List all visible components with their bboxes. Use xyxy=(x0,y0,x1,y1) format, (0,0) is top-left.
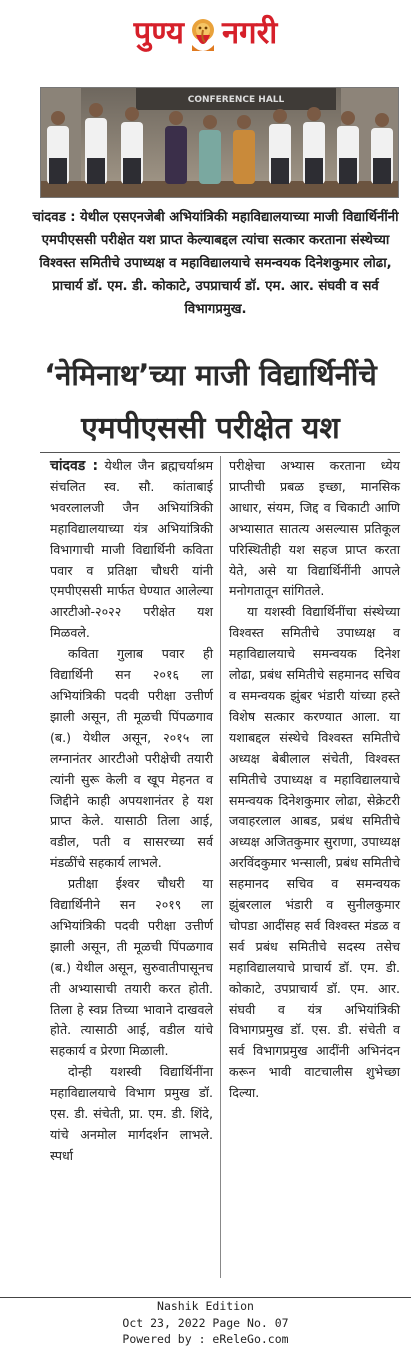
headline-rule xyxy=(40,452,400,453)
footer-edition: Nashik Edition xyxy=(157,1299,254,1313)
headline xyxy=(18,348,403,456)
paragraph-1-text: येथील जैन ब्रह्मचर्याश्रम संचलित स्व. सौ. कांताबाई भवरलालजी जैन अभियांत्रिकी महाविद्यालयाच्या यंत्र अभियांत्रिकी विभागाची माजी विद्यार्थिनी कविता पवार व प्रतिक्षा चौधरी यांनी एमपीएससी मार्फत घेण्यात आलेल्या आरटीओ-२०२२ परीक्षेत यश मिळवले. xyxy=(50,458,213,641)
paragraph-5: परीक्षेचा अभ्यास करताना ध्येय प्राप्तीची प्रबळ इच्छा, मानसिक आधार, संयम, जिद्द व चिकाटी आणि अभ्यासात सातत्य असल्यास प्रतिकूल परिस्थितीही यश सहज प्राप्त करता येते, असे या विद्यार्थिनींनी आपले मनोगतातून सांगितले. xyxy=(229,458,400,599)
paragraph-4: दोन्ही यशस्वी विद्यार्थिनींना महाविद्यालयाचे विभाग प्रमुख डॉ. एस. डी. संचेती, प्रा. एम. डी. शिंदे, यांचे अनमोल मार्गदर्शन लाभले. स्पर्धा xyxy=(50,1064,213,1163)
dateline: चांदवड : xyxy=(50,458,99,474)
footer xyxy=(0,1298,411,1348)
masthead-right: नगरी xyxy=(221,15,278,51)
paragraph-2: कविता गुलाब पवार ही विद्यार्थिनी सन २०१६ ला अभियांत्रिकी पदवी परीक्षा उत्तीर्ण झाली असून, ती मूळची पिंपळगाव (ब.) येथील असून, २०१५ ला लग्नानंतर आरटीओ परीक्षेची तयारी त्यांनी सुरू केली व खूप मेहनत व जिद्दीने काही अपयशानंतर हे यश प्राप्त केले. यासाठी तिला आई, वडील, पती व सासरच्या सर्व मंडळींचे सहकार्य लाभले. xyxy=(50,646,213,871)
paragraph-6: या यशस्वी विद्यार्थिनींचा संस्थेच्या विश्वस्त समितीचे उपाध्यक्ष व महाविद्यालयाचे समन्वयक दिनेश लोढा, प्रबंध समितीचे सहमानद सचिव व समन्वयक झुंबर भंडारी यांच्या हस्ते विशेष सत्कार करण्यात आला. या यशाबद्दल संस्थेचे विश्वस्त समितीचे अध्यक्ष बेबीलाल संचेती, विश्वस्त समितीचे उपाध्यक्ष व महाविद्यालयाचे समन्वयक दिनेशकुमार लोढा, सेक्रेटरी जवाहरलाल आबड, प्रबंध समितीचे अध्यक्ष अजितकुमार सुराणा, उपाध्यक्ष अरविंदकुमार भन्साली, प्रबंध समितीचे सहमानद सचिव व समन्वयक झुंबरलाल भंडारी व सुनीलकुमार चोपडा आदींसह सर्व विश्वस्त मंडळ व सर्व प्रबंध समितीचे सदस्य तसेच महाविद्यालयाचे प्राचार्य डॉ. एम. डी. कोकाटे, उपप्राचार्य डॉ. एम. आर. संघवी व यंत्र अभियांत्रिकी विभागप्रमुख डॉ. एस. डी. संचेती व सर्व विभागप्रमुख आदींनी अभिनंदन करून भावी वाटचालीस शुभेच्छा दिल्या. xyxy=(229,604,400,1101)
paragraph-1 xyxy=(50,456,213,644)
news-photo xyxy=(40,87,399,198)
ganesha-logo-icon xyxy=(186,15,220,55)
photo-caption: चांदवड : येथील एसएनजेबी अभियांत्रिकी महाविद्यालयाच्या माजी विद्यार्थिनींनी एमपीएससी परीक्षेत यश प्राप्त केल्याबद्दल त्यांचा सत्कार करताना संस्थेच्या विश्वस्त समितीचे उपाध्यक्ष व महाविद्यालयाचे समन्वयक दिनेशकुमार लोढा, प्राचार्य डॉ. एम. डी. कोकाटे, उपप्राचार्य डॉ. एम. आर. संघवी व सर्व विभागप्रमुख. xyxy=(32,210,399,317)
article-column-right xyxy=(229,456,400,1104)
column-divider xyxy=(220,456,221,1278)
masthead xyxy=(0,8,411,58)
headline-line-2: एमपीएससी परीक्षेत यश xyxy=(81,411,340,446)
footer-powered-by: Powered by : eReleGo.com xyxy=(122,1332,289,1346)
paragraph-3: प्रतीक्षा ईश्वर चौधरी या विद्यार्थिनीने सन २०१९ ला अभियांत्रिकी पदवी परीक्षा उत्तीर्ण झाली असून, ती मूळची पिंपळगाव (ब.) येथील असून, सुरुवातीपासूनच ती अभ्यासाची तयारी करत होती. तिला हे स्वप्न तिच्या भावाने दाखवले होते. त्यासाठी आई, वडील यांचे सहकार्य व प्रेरणा मिळाली. xyxy=(50,876,213,1059)
footer-date-page: Oct 23, 2022 Page No. 07 xyxy=(122,1315,289,1330)
group-photo-image xyxy=(41,88,398,197)
banner-text: CONFERENCE HALL xyxy=(187,95,285,105)
article-column-left xyxy=(50,456,213,1167)
masthead-left: पुण्य xyxy=(133,15,184,51)
headline-line-1: ‘नेमिनाथ’च्या माजी विद्यार्थिनींचे xyxy=(44,358,377,392)
